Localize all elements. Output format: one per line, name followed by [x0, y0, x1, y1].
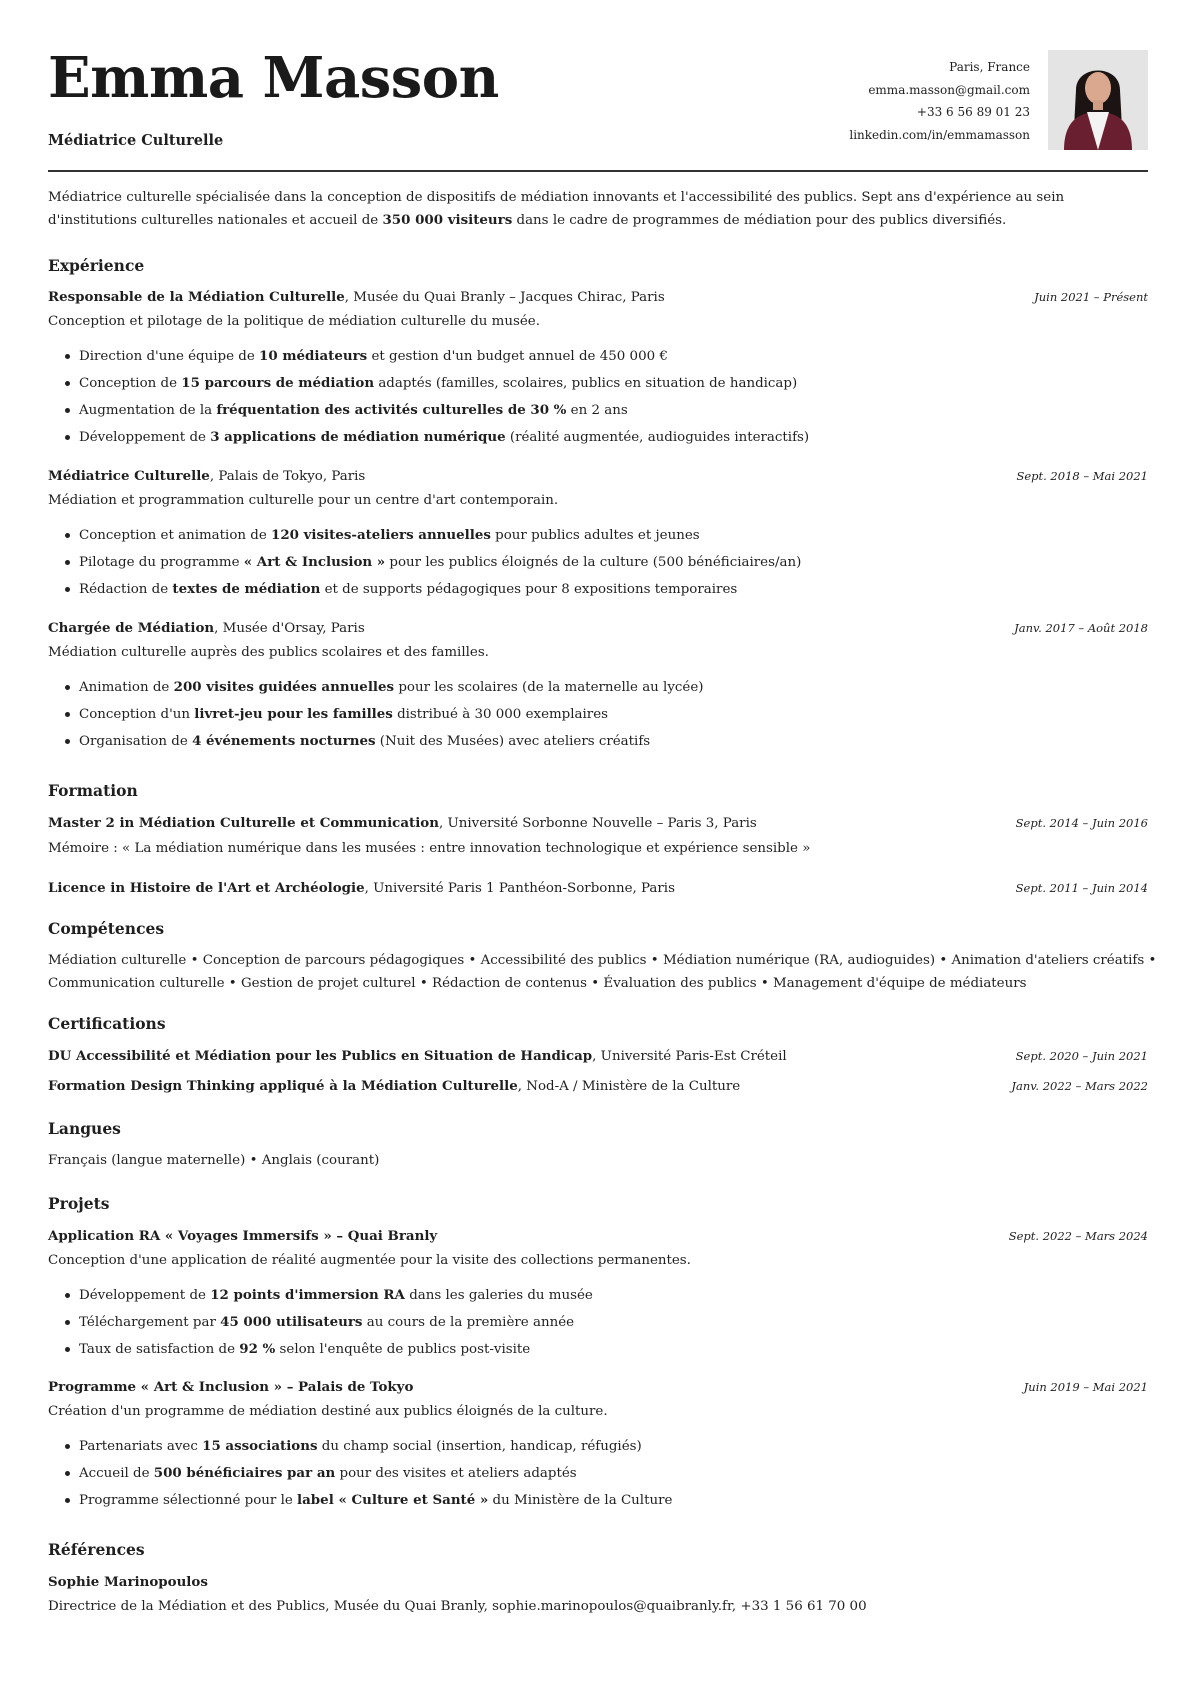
- list-item: Pilotage du programme « Art & Inclusion » pour les publics éloignés de la culture (500 bénéficiaires/an): [48, 551, 1148, 578]
- list-item: Programme sélectionné pour le label « Culture et Santé » du Ministère de la Culture: [48, 1489, 1148, 1516]
- list-item: Rédaction de textes de médiation et de supports pédagogiques pour 8 expositions temporaires: [48, 578, 1148, 605]
- experience-heading: Expérience: [48, 256, 145, 275]
- location: Paris, France: [949, 60, 1030, 74]
- list-item: Conception et animation de 120 visites-ateliers annuelles pour publics adultes et jeunes: [48, 524, 1148, 551]
- job-header: Médiatrice Culturelle, Palais de Tokyo, Paris Sept. 2018 – Mai 2021: [48, 465, 1148, 487]
- job-description: Médiation et programmation culturelle pour un centre d'art contemporain.: [48, 493, 559, 508]
- thesis-description: Mémoire : « La médiation numérique dans les musées : entre innovation technologique et expérience sensible »: [48, 841, 811, 856]
- skills-line: Communication culturelle • Gestion de projet culturel • Rédaction de contenus • Évaluation des publics • Management d'équipe de médiateurs: [48, 976, 1027, 991]
- job-bullets: [48, 345, 1148, 453]
- phone: +33 6 56 89 01 23: [916, 105, 1030, 119]
- job-date: Sept. 2018 – Mai 2021: [1016, 469, 1148, 483]
- certification-date: Janv. 2022 – Mars 2022: [1011, 1079, 1148, 1093]
- languages-text: Français (langue maternelle) • Anglais (courant): [48, 1153, 380, 1168]
- profile-photo: [1048, 50, 1148, 150]
- projects-heading: Projets: [48, 1194, 110, 1213]
- candidate-title: Médiatrice Culturelle: [48, 132, 224, 149]
- education-item: Master 2 in Médiation Culturelle et Communication, Université Sorbonne Nouvelle – Paris 3, Paris Sept. 2014 – Juin 2016: [48, 812, 1148, 834]
- job-bullets: [48, 676, 1148, 757]
- list-item: Téléchargement par 45 000 utilisateurs au cours de la première année: [48, 1311, 1148, 1338]
- list-item: Développement de 12 points d'immersion RA dans les galeries du musée: [48, 1284, 1148, 1311]
- reference-details: Directrice de la Médiation et des Publics, Musée du Quai Branly, sophie.marinopoulos@quaibranly.fr, +33 1 56 61 70 00: [48, 1599, 867, 1614]
- header-divider: [48, 170, 1148, 172]
- project-description: Conception d'une application de réalité augmentée pour la visite des collections permanentes.: [48, 1253, 691, 1268]
- languages-heading: Langues: [48, 1119, 121, 1138]
- resume-page: [48, 0, 1157, 1683]
- job-date: Janv. 2017 – Août 2018: [1014, 621, 1148, 635]
- education-date: Sept. 2014 – Juin 2016: [1015, 816, 1148, 830]
- education-heading: Formation: [48, 781, 138, 800]
- list-item: Développement de 3 applications de médiation numérique (réalité augmentée, audioguides interactifs): [48, 426, 1148, 453]
- education-item: Licence in Histoire de l'Art et Archéologie, Université Paris 1 Panthéon-Sorbonne, Paris Sept. 2011 – Juin 2014: [48, 877, 1148, 899]
- job-description: Médiation culturelle auprès des publics scolaires et des familles.: [48, 645, 489, 660]
- certification-item: Formation Design Thinking appliqué à la Médiation Culturelle, Nod-A / Ministère de la Culture Janv. 2022 – Mars 2022: [48, 1075, 1148, 1097]
- list-item: Taux de satisfaction de 92 % selon l'enquête de publics post-visite: [48, 1338, 1148, 1365]
- project-header: Programme « Art & Inclusion » – Palais de Tokyo Juin 2019 – Mai 2021: [48, 1376, 1148, 1398]
- project-date: Sept. 2022 – Mars 2024: [1008, 1229, 1148, 1243]
- candidate-name: Emma Masson: [48, 45, 499, 111]
- job-date: Juin 2021 – Présent: [1034, 290, 1148, 304]
- education-date: Sept. 2011 – Juin 2014: [1015, 881, 1148, 895]
- list-item: Animation de 200 visites guidées annuelles pour les scolaires (de la maternelle au lycée): [48, 676, 1148, 703]
- project-bullets: [48, 1435, 1148, 1516]
- certification-date: Sept. 2020 – Juin 2021: [1015, 1049, 1148, 1063]
- job-header: Chargée de Médiation, Musée d'Orsay, Paris Janv. 2017 – Août 2018: [48, 617, 1148, 639]
- certifications-heading: Certifications: [48, 1014, 166, 1033]
- project-header: Application RA « Voyages Immersifs » – Quai Branly Sept. 2022 – Mars 2024: [48, 1225, 1148, 1247]
- person-photo-icon: [1048, 50, 1148, 150]
- list-item: Accueil de 500 bénéficiaires par an pour des visites et ateliers adaptés: [48, 1462, 1148, 1489]
- skills-line: Médiation culturelle • Conception de parcours pédagogiques • Accessibilité des publics • Médiation numérique (RA, audioguides) • Animation d'ateliers créatifs •: [48, 953, 1157, 968]
- job-bullets: [48, 524, 1148, 605]
- list-item: Organisation de 4 événements nocturnes (Nuit des Musées) avec ateliers créatifs: [48, 730, 1148, 757]
- email-link[interactable]: emma.masson@gmail.com: [868, 82, 1030, 97]
- project-date: Juin 2019 – Mai 2021: [1023, 1380, 1148, 1394]
- linkedin-link[interactable]: linkedin.com/in/emmamasson: [849, 127, 1030, 142]
- reference-name: Sophie Marinopoulos: [48, 1574, 208, 1590]
- project-description: Création d'un programme de médiation destiné aux publics éloignés de la culture.: [48, 1404, 608, 1419]
- job-header: Responsable de la Médiation Culturelle, Musée du Quai Branly – Jacques Chirac, Paris Juin 2021 – Présent: [48, 286, 1148, 308]
- references-heading: Références: [48, 1540, 145, 1559]
- list-item: Partenariats avec 15 associations du champ social (insertion, handicap, réfugiés): [48, 1435, 1148, 1462]
- summary: Médiatrice culturelle spécialisée dans la conception de dispositifs de médiation innovants et l'accessibilité des publics. Sept ans d'expérience au sein d'institutions culturelles nationales et accueil de 350 000 visiteurs dans le cadre de programmes de médiation pour des publics diversifiés.: [48, 190, 1065, 228]
- list-item: Direction d'une équipe de 10 médiateurs et gestion d'un budget annuel de 450 000 €: [48, 345, 1148, 372]
- certification-item: DU Accessibilité et Médiation pour les Publics en Situation de Handicap, Université Paris-Est Créteil Sept. 2020 – Juin 2021: [48, 1045, 1148, 1067]
- skills-heading: Compétences: [48, 919, 165, 938]
- job-description: Conception et pilotage de la politique de médiation culturelle du musée.: [48, 314, 540, 329]
- list-item: Augmentation de la fréquentation des activités culturelles de 30 % en 2 ans: [48, 399, 1148, 426]
- project-bullets: [48, 1284, 1148, 1365]
- list-item: Conception de 15 parcours de médiation adaptés (familles, scolaires, publics en situation de handicap): [48, 372, 1148, 399]
- contact-block: [849, 56, 1030, 146]
- list-item: Conception d'un livret-jeu pour les familles distribué à 30 000 exemplaires: [48, 703, 1148, 730]
- resume-header: [48, 0, 1148, 172]
